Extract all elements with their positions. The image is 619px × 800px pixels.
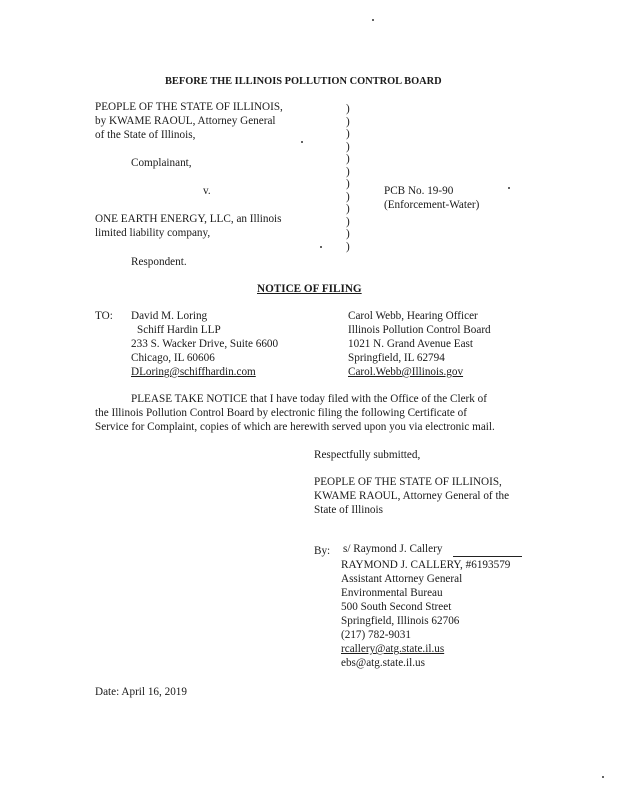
to-label: TO: — [95, 310, 113, 322]
notice-body-line: Service for Complaint, copies of which are herewith served upon you via electronic mail. — [95, 421, 495, 433]
caption-parentheses: ) ) ) ) ) ) ) ) ) ) ) ) — [346, 103, 350, 253]
versus: v. — [203, 185, 211, 197]
plaintiff-line: PEOPLE OF THE STATE OF ILLINOIS, — [95, 101, 283, 113]
recipient-2-org: Illinois Pollution Control Board — [348, 324, 491, 336]
plaintiff-line: by KWAME RAOUL, Attorney General — [95, 115, 276, 127]
signer-bureau: Environmental Bureau — [341, 587, 443, 599]
notice-body-line: PLEASE TAKE NOTICE that I have today filed with the Office of the Clerk of — [131, 393, 487, 405]
recipient-1-email[interactable]: DLoring@schiffhardin.com — [131, 366, 256, 378]
scan-speck — [320, 246, 322, 248]
by-label: By: — [314, 545, 331, 557]
signature-line — [453, 556, 522, 557]
signer-email[interactable]: rcallery@atg.state.il.us — [341, 643, 445, 655]
party-line: State of Illinois — [314, 504, 383, 516]
notice-title: NOTICE OF FILING — [257, 283, 362, 295]
scan-speck — [372, 19, 374, 21]
signer-city: Springfield, Illinois 62706 — [341, 615, 460, 627]
recipient-2-email[interactable]: Carol.Webb@Illinois.gov — [348, 366, 464, 378]
closing: Respectfully submitted, — [314, 449, 421, 461]
party-line: KWAME RAOUL, Attorney General of the — [314, 490, 510, 502]
recipient-2-city: Springfield, IL 62794 — [348, 352, 445, 364]
notice-body-line: the Illinois Pollution Control Board by electronic filing the following Certificate of — [95, 407, 467, 419]
e-signature: s/ Raymond J. Callery — [343, 543, 443, 555]
respondent-line: limited liability company, — [95, 227, 211, 239]
complainant-label: Complainant, — [131, 157, 192, 169]
bureau-email[interactable]: ebs@atg.state.il.us — [341, 657, 425, 669]
party-line: PEOPLE OF THE STATE OF ILLINOIS, — [314, 476, 502, 488]
recipient-1-firm: Schiff Hardin LLP — [137, 324, 221, 336]
filing-date: Date: April 16, 2019 — [95, 686, 187, 698]
scan-speck — [301, 141, 303, 143]
recipient-2-address: 1021 N. Grand Avenue East — [348, 338, 474, 350]
signer-phone: (217) 782-9031 — [341, 629, 411, 641]
case-type: (Enforcement-Water) — [384, 199, 480, 211]
plaintiff-line: of the State of Illinois, — [95, 129, 196, 141]
respondent-line: ONE EARTH ENERGY, LLC, an Illinois — [95, 213, 282, 225]
signer-name: RAYMOND J. CALLERY, #6193579 — [341, 559, 511, 571]
case-number: PCB No. 19-90 — [384, 185, 454, 197]
recipient-1-address: 233 S. Wacker Drive, Suite 6600 — [131, 338, 279, 350]
board-title: BEFORE THE ILLINOIS POLLUTION CONTROL BOARD — [165, 76, 442, 87]
signer-address: 500 South Second Street — [341, 601, 452, 613]
signer-title: Assistant Attorney General — [341, 573, 463, 585]
recipient-1-city: Chicago, IL 60606 — [131, 352, 215, 364]
scan-speck — [602, 776, 604, 778]
scan-speck — [508, 187, 510, 189]
recipient-2-name: Carol Webb, Hearing Officer — [348, 310, 478, 322]
recipient-1-name: David M. Loring — [131, 310, 208, 322]
respondent-label: Respondent. — [131, 256, 187, 268]
